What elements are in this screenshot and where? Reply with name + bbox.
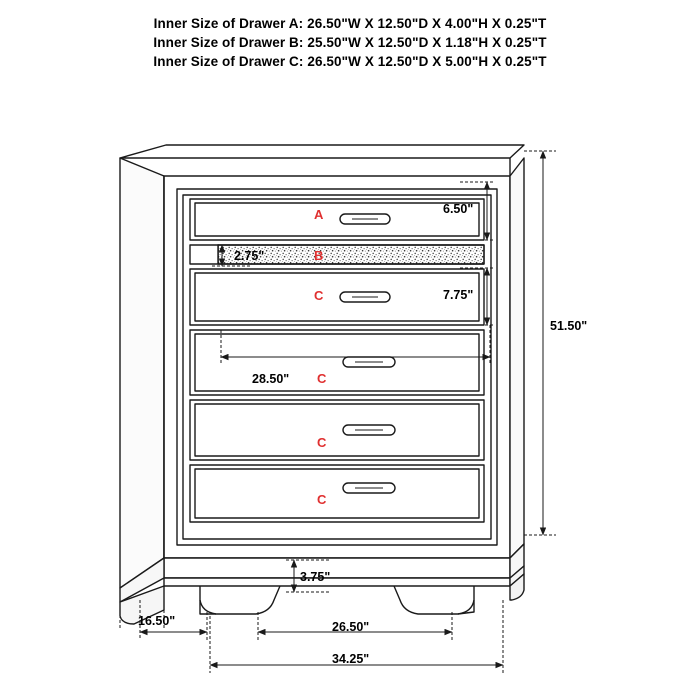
drawer-letter-c2: C xyxy=(317,371,327,386)
dim-base-width: 26.50" xyxy=(332,620,370,634)
dim-drawer-b-height: 2.75" xyxy=(234,249,265,263)
dim-overall-height: 51.50" xyxy=(550,319,588,333)
dim-leg-height: 3.75" xyxy=(300,570,331,584)
dim-drawer-c-height: 7.75" xyxy=(443,288,474,302)
drawer-letter-b: B xyxy=(314,248,324,263)
spec-line-drawer-c: Inner Size of Drawer C: 26.50"W X 12.50"D X 5.00"H X 0.25"T xyxy=(153,54,547,69)
dim-top-section-width: 28.50" xyxy=(252,372,290,386)
dim-overall-width: 34.25" xyxy=(332,652,370,666)
spec-line-drawer-b: Inner Size of Drawer B: 25.50"W X 12.50"D X 1.18"H X 0.25"T xyxy=(153,35,547,50)
drawer-letter-c1: C xyxy=(314,288,324,303)
dim-side-depth: 16.50" xyxy=(138,614,176,628)
drawer-letter-a: A xyxy=(314,207,324,222)
spec-line-drawer-a: Inner Size of Drawer A: 26.50"W X 12.50"D X 4.00"H X 0.25"T xyxy=(153,16,547,31)
dim-drawer-a-height: 6.50" xyxy=(443,202,474,216)
drawer-letter-c4: C xyxy=(317,492,327,507)
drawer-letter-c3: C xyxy=(317,435,327,450)
